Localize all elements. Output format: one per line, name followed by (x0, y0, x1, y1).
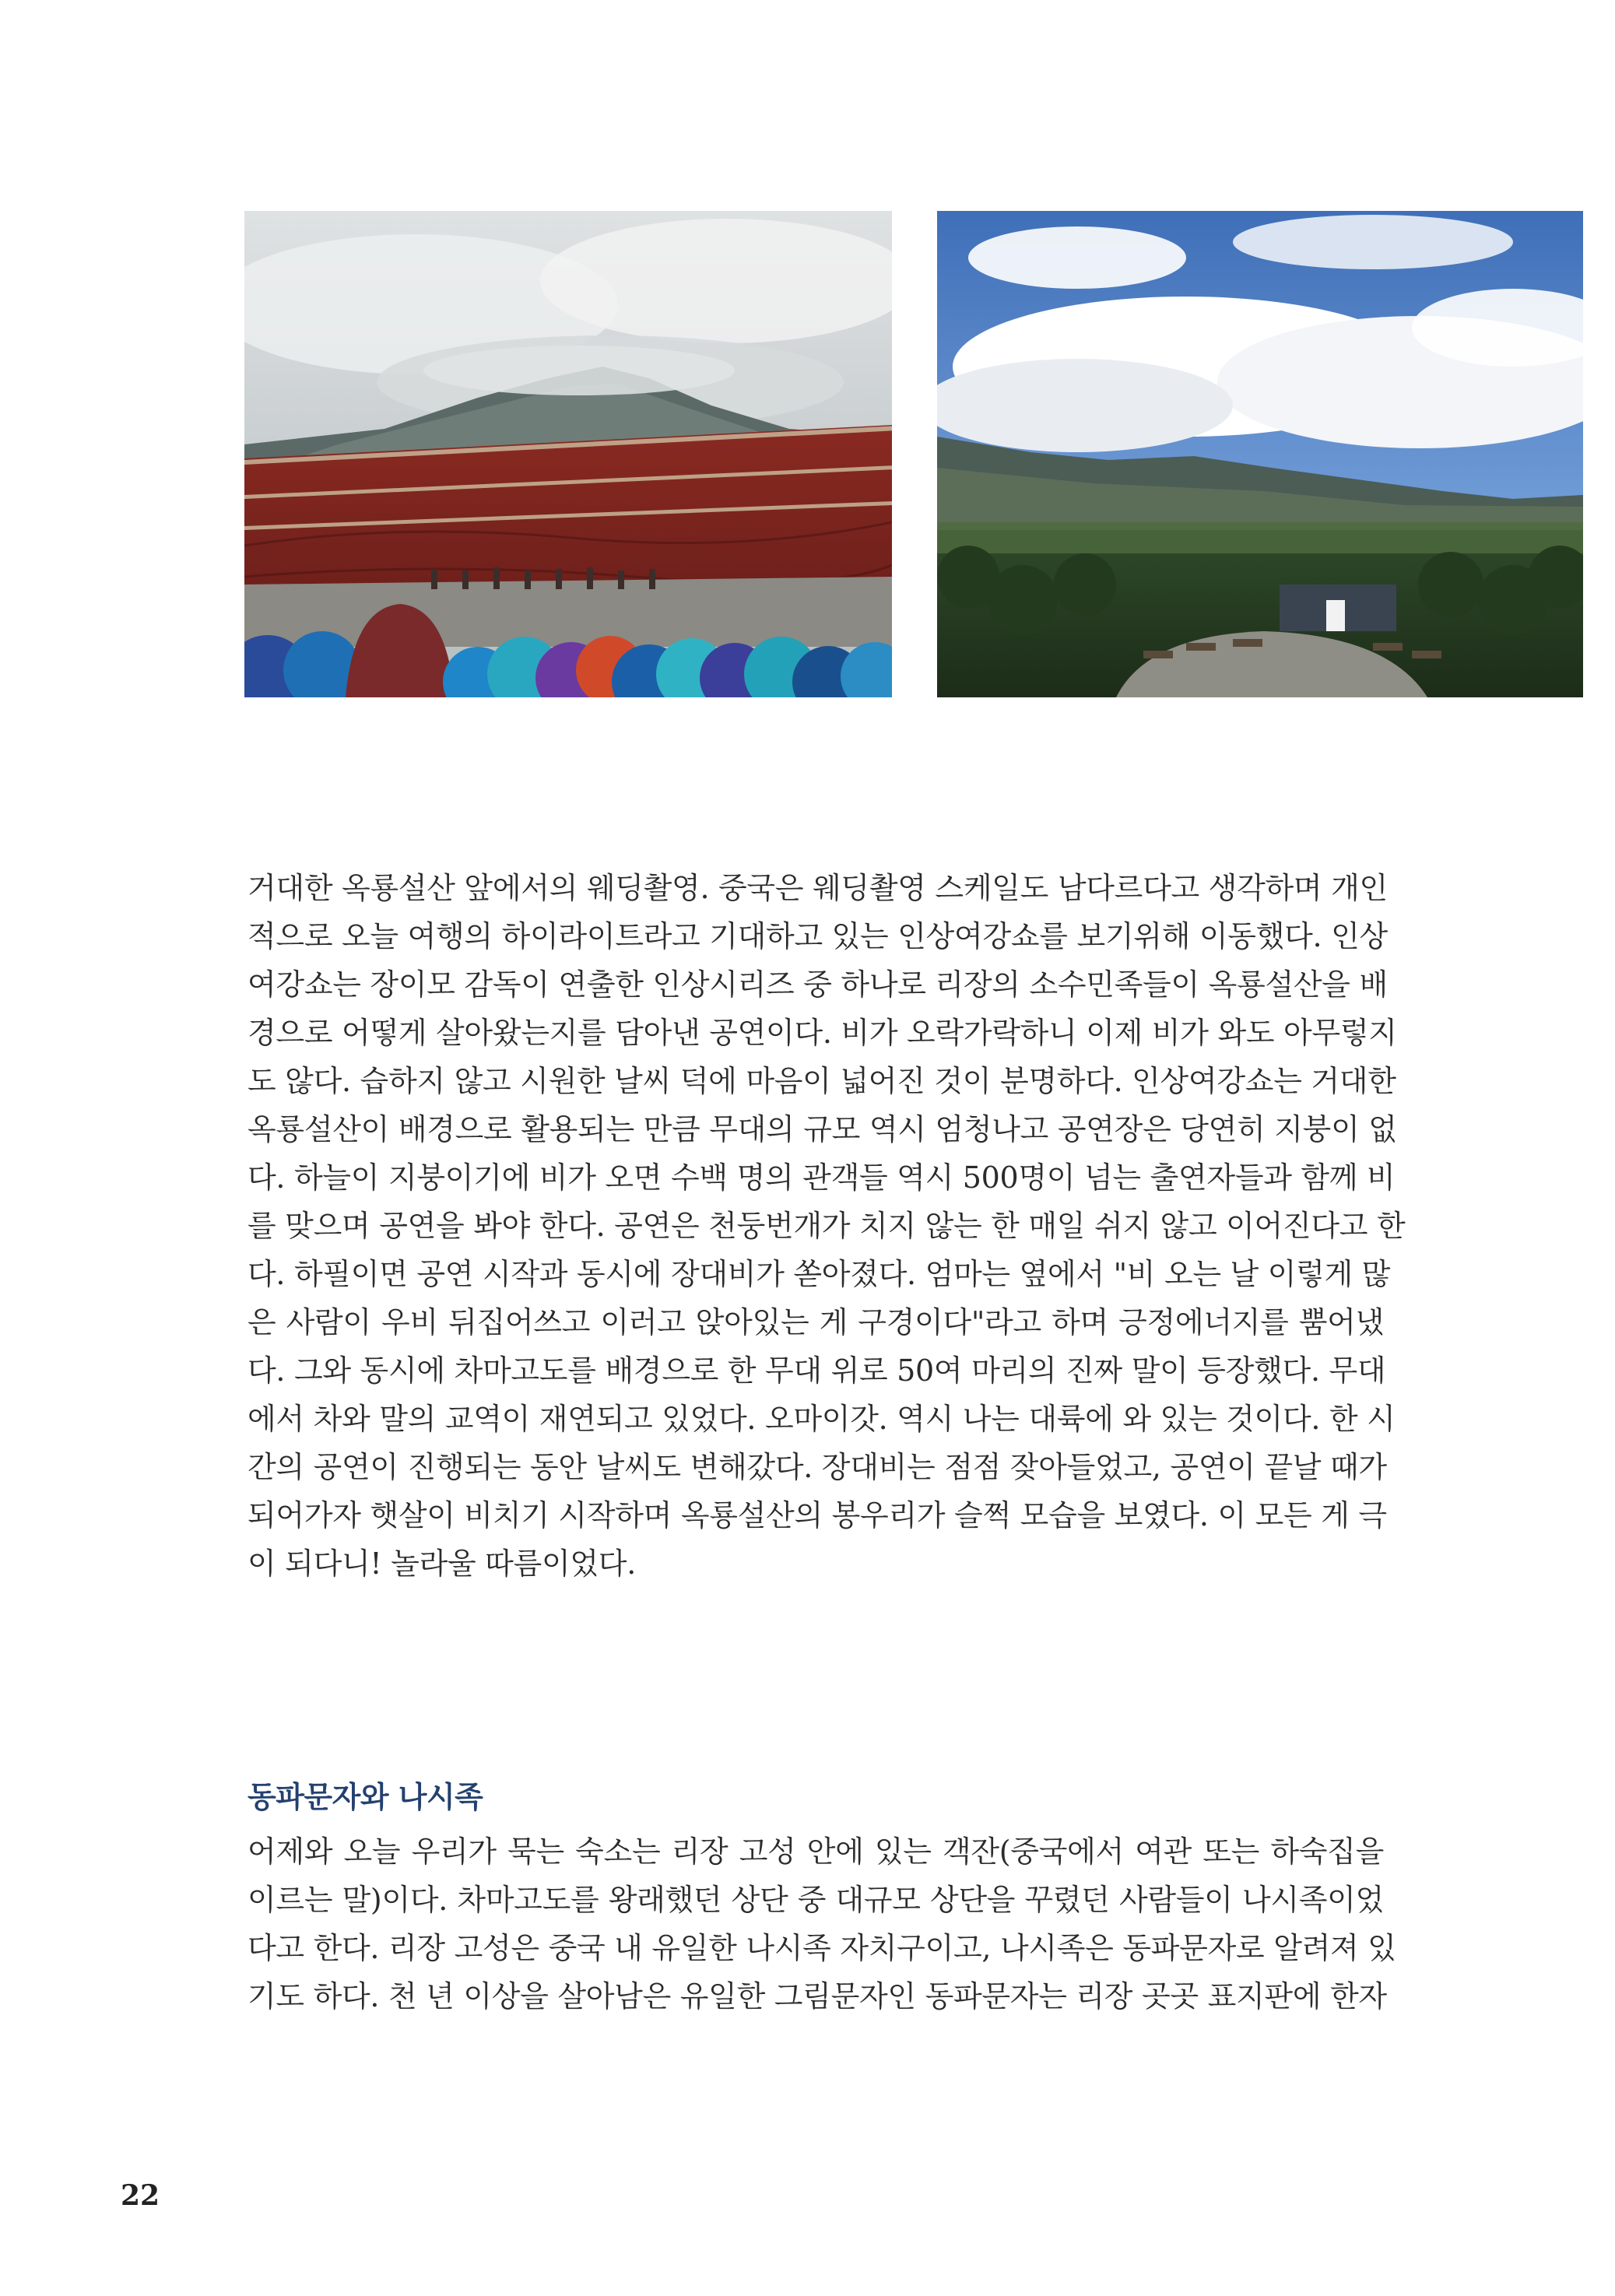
valley-wedding-photo (937, 211, 1583, 697)
text-line: 여강쇼는 장이모 감독이 연출한 인상시리즈 중 하나로 리장의 소수민족들이 옥룡설산을 배 (248, 967, 1388, 1002)
text-line: 를 맞으며 공연을 봐야 한다. 공연은 천둥번개가 치지 않는 한 매일 쉬지 않고 이어진다고 한 (248, 1209, 1406, 1243)
text-line: 다. 하늘이 지붕이기에 비가 오면 수백 명의 관객들 역시 500명이 넘는 출연자들과 함께 비 (248, 1160, 1396, 1195)
text-line: 거대한 옥룡설산 앞에서의 웨딩촬영. 중국은 웨딩촬영 스케일도 남다르다고 생각하며 개인 (248, 871, 1388, 905)
text-line: 적으로 오늘 여행의 하이라이트라고 기대하고 있는 인상여강쇼를 보기위해 이동했다. 인상 (248, 919, 1388, 953)
page-number: 22 (121, 2179, 160, 2212)
text-line: 옥룡설산이 배경으로 활용되는 만큼 무대의 규모 역시 엄청나고 공연장은 당연히 지붕이 없 (248, 1112, 1397, 1146)
text-line: 어제와 오늘 우리가 묵는 숙소는 리장 고성 안에 있는 객잔(중국에서 여관 또는 하숙집을 (248, 1834, 1384, 1869)
text-line: 간의 공연이 진행되는 동안 날씨도 변해갔다. 장대비는 점점 잦아들었고, 공연이 끝날 때가 (248, 1450, 1387, 1484)
section-heading: 동파문자와 나시족 (248, 1780, 483, 1814)
text-line: 다고 한다. 리장 고성은 중국 내 유일한 나시족 자치구이고, 나시족은 동파문자로 알려져 있 (248, 1931, 1396, 1965)
text-line: 다. 하필이면 공연 시작과 동시에 장대비가 쏟아졌다. 엄마는 옆에서 "비 오는 날 이렇게 많 (248, 1257, 1391, 1291)
paragraph-2 (248, 1827, 1396, 2020)
text-line: 되어가자 햇살이 비치기 시작하며 옥룡설산의 봉우리가 슬쩍 모습을 보였다. 이 모든 게 극 (248, 1498, 1387, 1532)
text-line: 에서 차와 말의 교역이 재연되고 있었다. 오마이갓. 역시 나는 대륙에 와 있는 것이다. 한 시 (248, 1402, 1396, 1436)
show-photo-illustration (244, 211, 892, 697)
text-line: 은 사람이 우비 뒤집어쓰고 이러고 앉아있는 게 구경이다"라고 하며 긍정에너지를 뿜어냈 (248, 1305, 1384, 1339)
paragraph-1 (248, 864, 1406, 1588)
valley-photo-illustration (937, 211, 1583, 697)
text-line: 경으로 어떻게 살아왔는지를 담아낸 공연이다. 비가 오락가락하니 이제 비가 와도 아무렇지 (248, 1016, 1397, 1050)
text-line: 도 않다. 습하지 않고 시원한 날씨 덕에 마음이 넓어진 것이 분명하다. 인상여강쇼는 거대한 (248, 1064, 1396, 1098)
text-line: 다. 그와 동시에 차마고도를 배경으로 한 무대 위로 50여 마리의 진짜 말이 등장했다. 무대 (248, 1353, 1386, 1388)
jade-dragon-show-photo (244, 211, 892, 697)
text-line: 이 되다니! 놀라울 따름이었다. (248, 1546, 636, 1581)
text-line: 기도 하다. 천 년 이상을 살아남은 유일한 그림문자인 동파문자는 리장 곳곳 표지판에 한자 (248, 1979, 1387, 2013)
text-line: 이르는 말)이다. 차마고도를 왕래했던 상단 중 대규모 상단을 꾸렸던 사람들이 나시족이었 (248, 1883, 1384, 1917)
